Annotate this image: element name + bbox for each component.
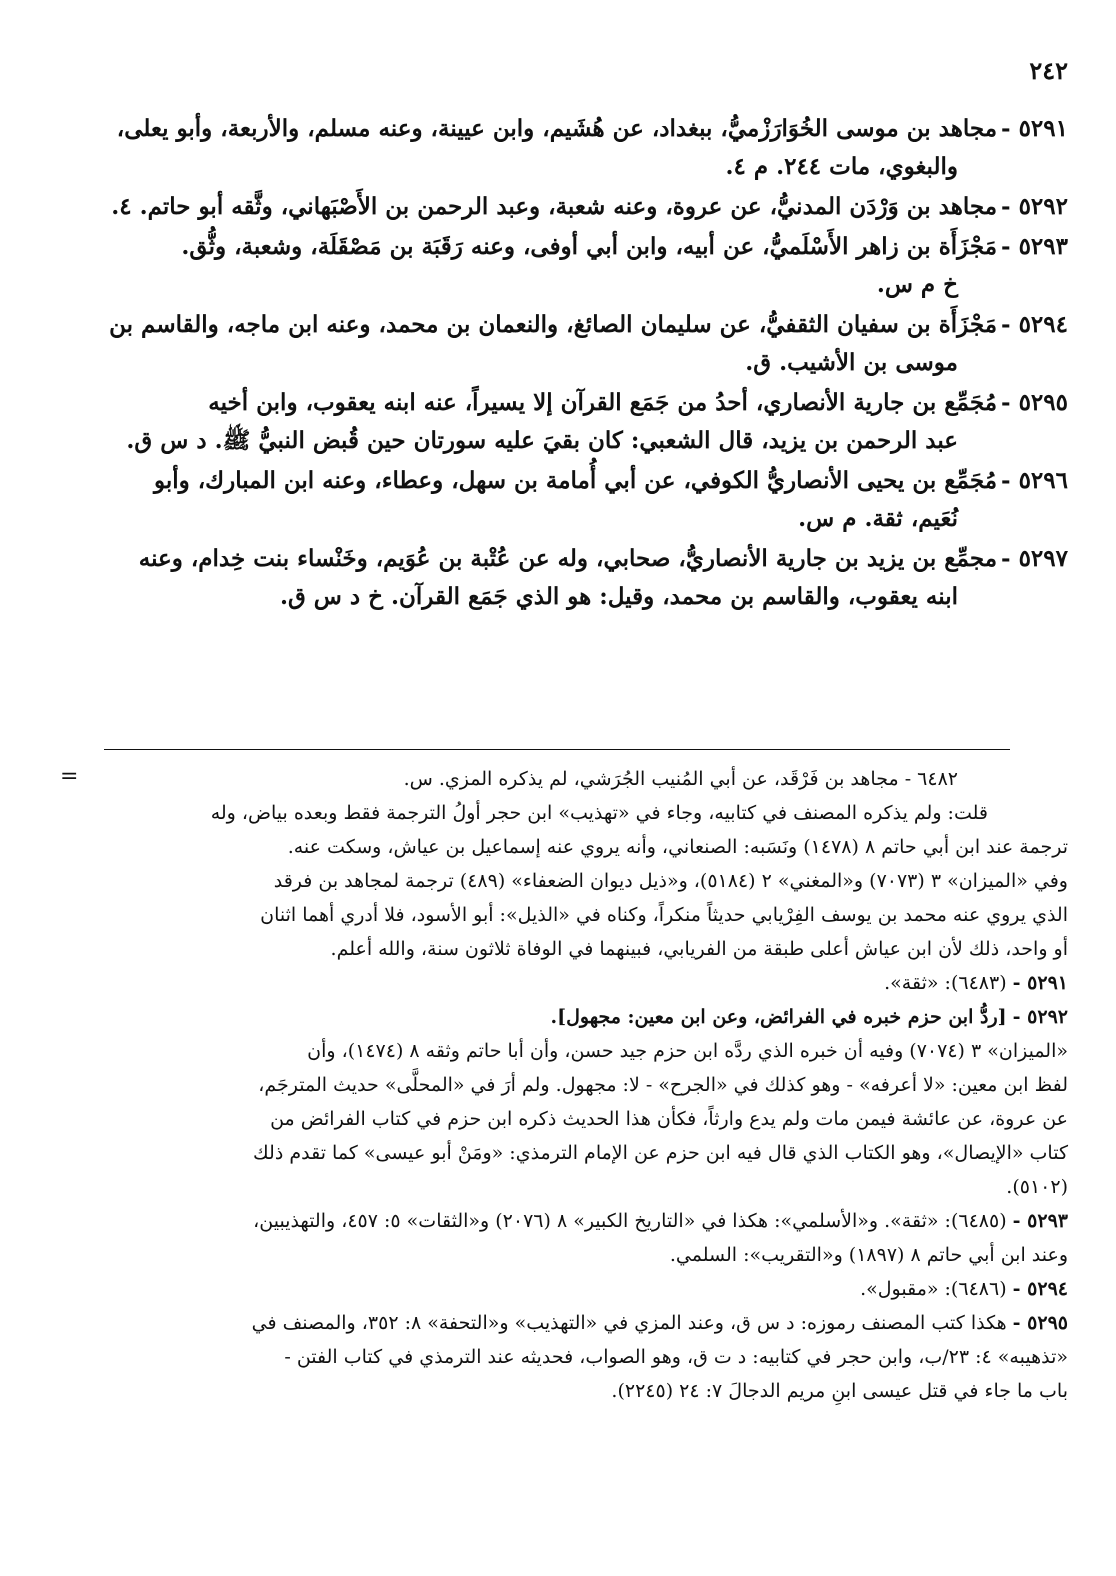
biography-entries bbox=[56, 110, 1068, 618]
entry-line: مجمِّع بن يزيد بن جارية الأنصاريُّ، صحابي، وله عن عُتْبة بن عُوَيم، وخَنْساء بنت خِدام، وعنه bbox=[138, 545, 998, 572]
note-line: قلت: ولم يذكره المصنف في كتابيه، وجاء في «تهذيب» ابن حجر أولُ الترجمة فقط وبعده بياض، وله bbox=[210, 802, 988, 824]
note-number: ٥٢٩٤ - bbox=[1012, 1278, 1068, 1300]
note-line: هكذا كتب المصنف رموزه: د س ق، وعند المزي في «التهذيب» و«التحفة» ٨: ٣٥٢، والمصنف في bbox=[251, 1312, 1007, 1334]
entry-number: ٥٢٩٢ - bbox=[1001, 193, 1068, 220]
note-line: (٥١٠٢). bbox=[1006, 1176, 1068, 1198]
entry-5297 bbox=[56, 540, 1068, 616]
note-6482 bbox=[56, 762, 1068, 966]
note-5294 bbox=[56, 1272, 1068, 1306]
entry-5295 bbox=[56, 384, 1068, 460]
entry-5292 bbox=[56, 188, 1068, 226]
note-line: وفي «الميزان» ٣ (٧٠٧٣) و«المغني» ٢ (٥١٨٤)، و«ذيل ديوان الضعفاء» (٤٨٩) ترجمة لمجاهد بن فرقد bbox=[273, 870, 1068, 892]
entry-number: ٥٢٩٦ - bbox=[1001, 467, 1068, 494]
footnotes bbox=[56, 762, 1068, 1408]
entry-line: مجاهد بن موسى الخُوَارَزْميُّ، ببغداد، عن هُشَيم، وابن عيينة، وعنه مسلم، والأربعة، وأبو يعلى، bbox=[116, 115, 998, 142]
note-number: ٥٢٩٢ - bbox=[1012, 1006, 1068, 1028]
entry-5296 bbox=[56, 462, 1068, 538]
entry-5294 bbox=[56, 306, 1068, 382]
entry-line: مُجَمِّع بن يحيى الأنصاريُّ الكوفي، عن أبي أُمامة بن سهل، وعطاء، وعنه ابن المبارك، وأبو bbox=[153, 467, 998, 494]
entry-5293 bbox=[56, 228, 1068, 304]
entry-line: مجاهد بن وَرْدَن المدنيُّ، عن عروة، وعنه شعبة، وعبد الرحمن بن الأَصْبَهاني، وثَّقه أبو حاتم. ٤. bbox=[111, 193, 998, 220]
entry-line: مَجْزَأَة بن سفيان الثقفيُّ، عن سليمان الصائغ، والنعمان بن محمد، وعنه ابن ماجه، والقاسم بن bbox=[109, 311, 998, 338]
footnote-divider bbox=[104, 749, 1010, 750]
note-line: (٦٤٨٦): «مقبول». bbox=[860, 1278, 1007, 1300]
note-line: (٦٤٨٥): «ثقة». و«الأسلمي»: هكذا في «التاريخ الكبير» ٨ (٢٠٧٦) و«الثقات» ٥: ٤٥٧، والتهذيبين، bbox=[253, 1210, 1007, 1232]
entry-5291 bbox=[56, 110, 1068, 186]
entry-line: موسى بن الأشيب. ق. bbox=[745, 349, 958, 376]
note-5291 bbox=[56, 966, 1068, 1000]
note-line: [ردُّ ابن حزم خبره في الفرائض، وعن ابن معين: مجهول]. bbox=[550, 1006, 1007, 1028]
note-5293 bbox=[56, 1204, 1068, 1272]
entry-line: خ م س. bbox=[876, 271, 958, 298]
note-number: ٥٢٩٥ - bbox=[1012, 1312, 1068, 1334]
entry-line: مَجْزَأَة بن زاهر الأَسْلَميُّ، عن أبيه، وابن أبي أوفى، وعنه رَقَبَة بن مَصْقَلَة، وشعبة، وثُّق. bbox=[181, 233, 998, 260]
entry-number: ٥٢٩٤ - bbox=[1001, 311, 1068, 338]
note-5295 bbox=[56, 1306, 1068, 1408]
continuation-mark: = bbox=[60, 764, 79, 789]
entry-number: ٥٢٩١ - bbox=[1001, 115, 1068, 142]
note-line: «الميزان» ٣ (٧٠٧٤) وفيه أن خبره الذي ردَّه ابن حزم جيد حسن، وأن أبا حاتم وثقه ٨ (١٤٧٤)، وأن bbox=[307, 1040, 1068, 1062]
entry-line: مُجَمِّع بن جارية الأنصاري، أحدُ من جَمَع القرآن إلا يسيراً، عنه ابنه يعقوب، وابن أخيه bbox=[208, 389, 998, 416]
note-5292-detail bbox=[56, 1034, 1068, 1204]
entry-number: ٥٢٩٣ - bbox=[1001, 233, 1068, 260]
entry-line: عبد الرحمن بن يزيد، قال الشعبي: كان بقيَ عليه سورتان حين قُبض النبيُّ ﷺ. د س ق. bbox=[126, 427, 958, 454]
entry-line: والبغوي، مات ٢٤٤. م ٤. bbox=[725, 153, 958, 180]
note-line: كتاب «الإيصال»، وهو الكتاب الذي قال فيه ابن حزم عن الإمام الترمذي: «ومَنْ أبو عيسى» كما تقدم ذلك bbox=[253, 1142, 1068, 1164]
note-line: عن عروة، عن عائشة فيمن مات ولم يدع وارثاً، فكأن هذا الحديث ذكره ابن حزم في كتاب الفرائض من bbox=[270, 1108, 1068, 1130]
note-line: ٦٤٨٢ - مجاهد بن فَرْقَد، عن أبي المُنيب الجُرَشي، لم يذكره المزي. س. bbox=[403, 768, 958, 790]
entry-line: ابنه يعقوب، والقاسم بن محمد، وقيل: هو الذي جَمَع القرآن. خ د س ق. bbox=[279, 583, 958, 610]
note-line: أو واحد، ذلك لأن ابن عياش أعلى طبقة من الفريابي، فبينهما في الوفاة ثلاثون سنة، والله أعلم. bbox=[330, 938, 1068, 960]
entry-number: ٥٢٩٥ - bbox=[1001, 389, 1068, 416]
note-line: الذي يروي عنه محمد بن يوسف الفِرْيابي حديثاً منكراً، وكناه في «الذيل»: أبو الأسود، فلا أدري أهما اثنان bbox=[260, 904, 1068, 926]
note-line: باب ما جاء في قتل عيسى ابنِ مريم الدجالَ ٧: ٢٤ (٢٢٤٥). bbox=[611, 1380, 1068, 1402]
note-line: وعند ابن أبي حاتم ٨ (١٨٩٧) و«التقريب»: السلمي. bbox=[669, 1244, 1068, 1266]
note-line: لفظ ابن معين: «لا أعرفه» - وهو كذلك في «الجرح» - لا: مجهول. ولم أرَ في «المحلَّى» حديث المترجَم، bbox=[258, 1074, 1068, 1096]
page-number: ٢٤٢ bbox=[1029, 56, 1068, 85]
entry-line: نُعَيم، ثقة. م س. bbox=[798, 505, 958, 532]
note-5292 bbox=[56, 1000, 1068, 1034]
entry-number: ٥٢٩٧ - bbox=[1001, 545, 1068, 572]
note-line: ترجمة عند ابن أبي حاتم ٨ (١٤٧٨) ونَسَبه: الصنعاني، وأنه يروي عنه إسماعيل بن عياش، وسكت عنه. bbox=[287, 836, 1068, 858]
note-line: (٦٤٨٣): «ثقة». bbox=[884, 972, 1007, 994]
note-number: ٥٢٩١ - bbox=[1012, 972, 1068, 994]
note-line: «تذهيبه» ٤: ٢٣/ب، وابن حجر في كتابيه: د ت ق، وهو الصواب، فحديثه عند الترمذي في كتاب الفتن - bbox=[284, 1346, 1068, 1368]
note-number: ٥٢٩٣ - bbox=[1012, 1210, 1068, 1232]
